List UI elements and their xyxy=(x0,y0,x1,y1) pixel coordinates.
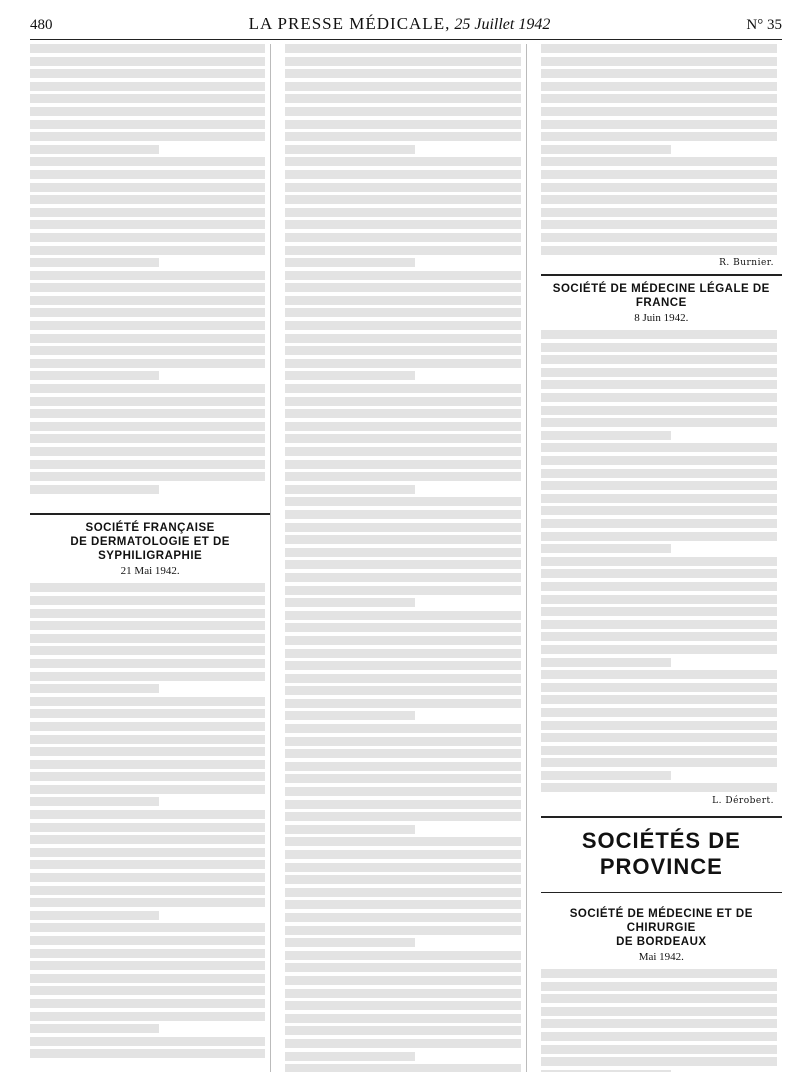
text-line xyxy=(285,246,520,255)
text-line xyxy=(541,120,777,129)
text-line xyxy=(541,1070,671,1072)
text-line xyxy=(30,220,265,229)
journal-date: 25 Juillet 1942 xyxy=(454,16,551,33)
page-number: 480 xyxy=(30,17,53,33)
text-line xyxy=(541,721,777,730)
text-line xyxy=(30,485,159,494)
column-3 xyxy=(541,44,782,1072)
text-line xyxy=(541,44,777,53)
text-line xyxy=(30,760,265,769)
text-line xyxy=(285,586,520,595)
text-line xyxy=(541,1007,777,1016)
text-line xyxy=(30,107,265,116)
text-line xyxy=(285,195,520,204)
text-line xyxy=(285,963,520,972)
journal-title: LA PRESSE MÉDICALE, xyxy=(248,14,451,33)
text-line xyxy=(541,195,777,204)
text-line xyxy=(30,460,265,469)
text-line xyxy=(541,343,777,352)
text-line xyxy=(30,334,265,343)
section-heading-medecine-legale xyxy=(541,274,782,328)
text-line xyxy=(30,384,265,393)
text-line xyxy=(541,746,777,755)
text-line xyxy=(30,835,265,844)
text-line xyxy=(285,57,520,66)
text-line xyxy=(541,380,777,389)
text-line xyxy=(30,157,265,166)
column-1 xyxy=(30,44,271,1072)
text-line xyxy=(285,1026,520,1035)
text-line xyxy=(30,621,265,630)
text-line xyxy=(285,649,520,658)
text-line xyxy=(541,506,777,515)
column-3-text-middle xyxy=(541,330,782,792)
text-line xyxy=(30,132,265,141)
text-line xyxy=(541,670,777,679)
text-line xyxy=(30,94,265,103)
text-line xyxy=(30,747,265,756)
text-line xyxy=(541,733,777,742)
text-line xyxy=(541,431,671,440)
text-line xyxy=(541,607,777,616)
text-line xyxy=(30,949,265,958)
text-line xyxy=(30,936,265,945)
text-line xyxy=(541,632,777,641)
text-line xyxy=(285,321,520,330)
text-line xyxy=(285,523,520,532)
text-line xyxy=(541,469,777,478)
text-line xyxy=(285,850,520,859)
text-line xyxy=(285,497,520,506)
text-line xyxy=(285,69,520,78)
text-line xyxy=(285,120,520,129)
text-line xyxy=(30,233,265,242)
text-line xyxy=(30,961,265,970)
text-line xyxy=(30,898,265,907)
text-line xyxy=(285,573,520,582)
column-3-text-bottom xyxy=(541,969,782,1072)
text-line xyxy=(30,308,265,317)
section-title-line1: SOCIÉTÉ FRANÇAISE xyxy=(85,522,215,535)
text-line xyxy=(285,926,520,935)
text-line xyxy=(30,397,265,406)
text-line xyxy=(285,334,520,343)
text-line xyxy=(30,472,265,481)
text-line xyxy=(285,535,520,544)
text-line xyxy=(541,145,671,154)
text-line xyxy=(285,94,520,103)
text-line xyxy=(30,170,265,179)
text-line xyxy=(285,183,520,192)
column-1-text-bottom xyxy=(30,583,270,1058)
text-line xyxy=(30,296,265,305)
text-line xyxy=(285,283,520,292)
text-line xyxy=(30,999,265,1008)
text-line xyxy=(541,695,777,704)
text-line xyxy=(541,969,777,978)
text-line xyxy=(541,582,777,591)
text-line xyxy=(30,974,265,983)
text-line xyxy=(285,271,520,280)
section-date: 8 Juin 1942. xyxy=(634,312,689,325)
text-line xyxy=(30,735,265,744)
text-line xyxy=(541,645,777,654)
text-line xyxy=(30,911,159,920)
text-line xyxy=(285,107,520,116)
text-line xyxy=(285,951,520,960)
text-line xyxy=(541,708,777,717)
text-line xyxy=(285,220,520,229)
text-line xyxy=(30,409,265,418)
text-line xyxy=(30,986,265,995)
text-line xyxy=(285,875,520,884)
text-line xyxy=(30,321,265,330)
text-line xyxy=(285,863,520,872)
text-line xyxy=(541,57,777,66)
text-line xyxy=(285,699,520,708)
text-line xyxy=(285,938,414,947)
text-line xyxy=(30,873,265,882)
text-line xyxy=(30,434,265,443)
text-line xyxy=(541,94,777,103)
text-line xyxy=(30,697,265,706)
text-line xyxy=(30,183,265,192)
signature-derobert: L. Dérobert. xyxy=(712,796,774,807)
text-line xyxy=(541,519,777,528)
text-line xyxy=(541,183,777,192)
text-line xyxy=(285,44,520,53)
text-line xyxy=(30,860,265,869)
text-line xyxy=(541,82,777,91)
section-heading-bordeaux xyxy=(541,901,782,967)
text-line xyxy=(30,1049,265,1058)
column-1-text-top xyxy=(30,44,270,494)
newspaper-page xyxy=(30,14,782,964)
issue-number: N° 35 xyxy=(746,17,782,33)
text-line xyxy=(285,384,520,393)
text-line xyxy=(285,674,520,683)
text-line xyxy=(30,1037,265,1046)
text-line xyxy=(541,595,777,604)
column-2 xyxy=(285,44,526,1072)
text-line xyxy=(30,596,265,605)
text-line xyxy=(30,810,265,819)
text-line xyxy=(285,132,520,141)
text-line xyxy=(541,758,777,767)
text-line xyxy=(541,157,777,166)
text-line xyxy=(285,447,520,456)
text-line xyxy=(541,1057,777,1066)
text-line xyxy=(285,787,520,796)
text-line xyxy=(541,683,777,692)
section-title-line2: DE BORDEAUX xyxy=(616,936,707,949)
text-line xyxy=(541,494,777,503)
text-line xyxy=(285,258,414,267)
text-line xyxy=(30,722,265,731)
text-line xyxy=(30,371,159,380)
text-line xyxy=(30,82,265,91)
text-line xyxy=(30,246,265,255)
text-line xyxy=(541,443,777,452)
text-line xyxy=(285,560,520,569)
text-line xyxy=(30,1024,159,1033)
text-line xyxy=(285,989,520,998)
text-line xyxy=(30,709,265,718)
text-line xyxy=(541,208,777,217)
text-line xyxy=(285,888,520,897)
text-line xyxy=(285,900,520,909)
text-line xyxy=(30,208,265,217)
text-line xyxy=(285,737,520,746)
text-line xyxy=(30,672,265,681)
section-title-line1: SOCIÉTÉ DE MÉDECINE LÉGALE DE FRANCE xyxy=(552,283,770,310)
text-line xyxy=(30,283,265,292)
text-line xyxy=(285,82,520,91)
big-section-heading: SOCIÉTÉS DE PROVINCE xyxy=(541,816,782,893)
text-line xyxy=(541,107,777,116)
masthead xyxy=(249,14,551,34)
text-line xyxy=(285,371,414,380)
text-line xyxy=(30,797,159,806)
text-line xyxy=(285,422,520,431)
text-line xyxy=(285,1014,520,1023)
text-line xyxy=(30,848,265,857)
text-line xyxy=(285,359,520,368)
text-line xyxy=(30,583,265,592)
text-line xyxy=(285,409,520,418)
text-line xyxy=(285,1052,414,1061)
text-line xyxy=(541,233,777,242)
text-line xyxy=(285,611,520,620)
text-line xyxy=(30,772,265,781)
text-line xyxy=(541,1045,777,1054)
text-line xyxy=(285,724,520,733)
text-line xyxy=(285,1039,520,1048)
text-line xyxy=(285,661,520,670)
text-line xyxy=(285,774,520,783)
signature-burnier: R. Burnier. xyxy=(719,258,774,269)
text-line xyxy=(30,823,265,832)
column-2-text xyxy=(285,44,525,1072)
text-line xyxy=(541,620,777,629)
text-line xyxy=(285,434,520,443)
text-line xyxy=(285,598,414,607)
text-line xyxy=(541,132,777,141)
article-columns xyxy=(30,44,782,1072)
text-line xyxy=(30,646,265,655)
text-line xyxy=(541,1032,777,1041)
text-line xyxy=(541,406,777,415)
text-line xyxy=(285,800,520,809)
text-line xyxy=(30,886,265,895)
text-line xyxy=(30,69,265,78)
text-line xyxy=(541,170,777,179)
text-line xyxy=(541,783,777,792)
text-line xyxy=(541,418,777,427)
text-line xyxy=(285,472,520,481)
text-line xyxy=(541,771,671,780)
text-line xyxy=(30,258,159,267)
section-date: Mai 1942. xyxy=(638,951,684,964)
text-line xyxy=(285,636,520,645)
text-line xyxy=(285,749,520,758)
text-line xyxy=(285,623,520,632)
text-line xyxy=(30,422,265,431)
text-line xyxy=(285,460,520,469)
text-line xyxy=(30,57,265,66)
text-line xyxy=(285,170,520,179)
text-line xyxy=(30,447,265,456)
text-line xyxy=(30,195,265,204)
text-line xyxy=(30,346,265,355)
text-line xyxy=(541,544,671,553)
text-line xyxy=(285,485,414,494)
text-line xyxy=(30,120,265,129)
text-line xyxy=(30,145,159,154)
text-line xyxy=(285,976,520,985)
text-line xyxy=(541,532,777,541)
text-line xyxy=(541,456,777,465)
text-line xyxy=(30,684,159,693)
text-line xyxy=(30,359,265,368)
text-line xyxy=(285,296,520,305)
text-line xyxy=(285,1001,520,1010)
text-line xyxy=(541,569,777,578)
text-line xyxy=(30,634,265,643)
text-line xyxy=(541,994,777,1003)
text-line xyxy=(541,330,777,339)
section-heading-dermatologie xyxy=(30,513,270,581)
section-title-line2: DE DERMATOLOGIE ET DE SYPHILIGRAPHIE xyxy=(70,536,230,563)
text-line xyxy=(541,355,777,364)
text-line xyxy=(285,825,414,834)
text-line xyxy=(285,837,520,846)
text-line xyxy=(541,393,777,402)
text-line xyxy=(30,44,265,53)
text-line xyxy=(30,1012,265,1021)
text-line xyxy=(285,397,520,406)
text-line xyxy=(30,271,265,280)
text-line xyxy=(30,659,265,668)
text-line xyxy=(541,557,777,566)
text-line xyxy=(285,913,520,922)
text-line xyxy=(285,762,520,771)
text-line xyxy=(541,481,777,490)
text-line xyxy=(541,1019,777,1028)
page-header xyxy=(30,14,782,40)
text-line xyxy=(285,233,520,242)
text-line xyxy=(541,220,777,229)
text-line xyxy=(285,208,520,217)
column-3-text-top xyxy=(541,44,782,255)
text-line xyxy=(541,368,777,377)
text-line xyxy=(541,982,777,991)
section-title-line1: SOCIÉTÉ DE MÉDECINE ET DE CHIRURGIE xyxy=(569,908,753,935)
text-line xyxy=(285,346,520,355)
text-line xyxy=(285,145,414,154)
text-line xyxy=(285,686,520,695)
text-line xyxy=(285,510,520,519)
text-line xyxy=(285,157,520,166)
text-line xyxy=(30,923,265,932)
text-line xyxy=(541,246,777,255)
text-line xyxy=(541,69,777,78)
text-line xyxy=(285,1064,520,1072)
text-line xyxy=(30,609,265,618)
section-date: 21 Mai 1942. xyxy=(120,565,180,578)
signature-escalier xyxy=(30,497,270,507)
text-line xyxy=(285,711,414,720)
text-line xyxy=(30,785,265,794)
text-line xyxy=(541,658,671,667)
text-line xyxy=(285,308,520,317)
text-line xyxy=(285,812,520,821)
text-line xyxy=(285,548,520,557)
